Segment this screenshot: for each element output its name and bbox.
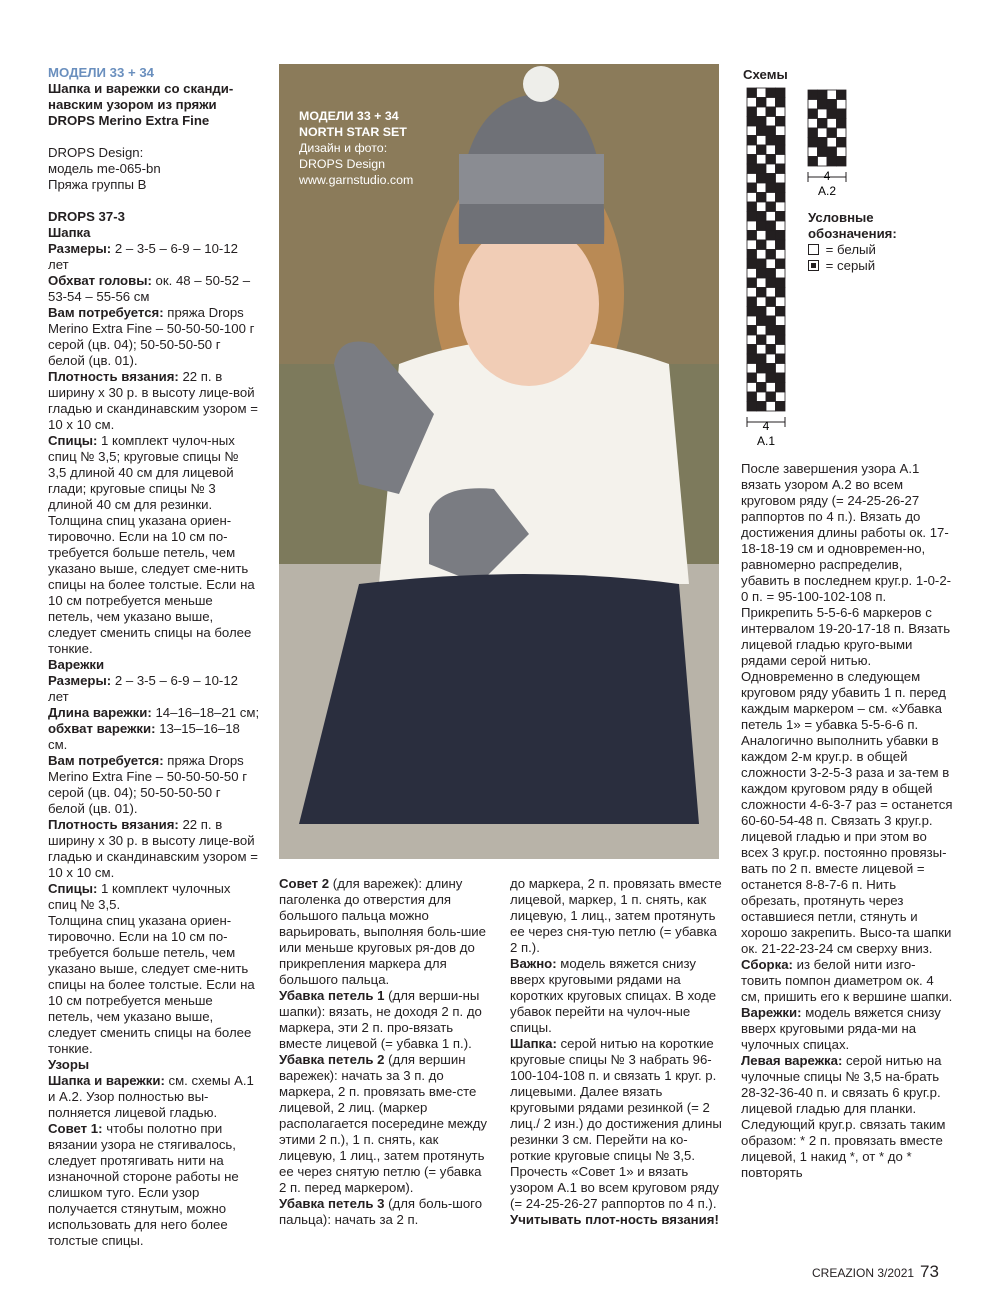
chart-cell [766,278,776,288]
chart-cell [837,138,847,148]
face [459,222,599,386]
chart-cell [747,98,757,108]
chart-cell [747,107,757,117]
chart-cell [827,100,837,110]
chart-cell [818,147,828,157]
caption-line: Дизайн и фото: [299,141,388,155]
chart-cell [776,373,786,383]
chart-cell [776,212,786,222]
article-title: Шапка и варежки со сканди-навским узором из пряжи DROPS Merino Extra Fine [48,81,234,128]
page-footer [812,1262,939,1282]
chart-cell [818,128,828,138]
chart-cell [766,202,776,212]
chart-cell [776,392,786,402]
chart-cell [776,193,786,203]
chart-cell [747,278,757,288]
chart-cell [827,138,837,148]
chart-cell [766,98,776,108]
chart-cell [776,402,786,412]
chart-cell [757,212,767,222]
chart-cell [747,288,757,298]
chart-cell [757,126,767,136]
chart-cell [818,100,828,110]
chart-cell [766,345,776,355]
chart-cell [776,354,786,364]
page-number: 73 [920,1262,939,1281]
chart-cell [747,231,757,241]
chart-cell [757,326,767,336]
chart-cell [766,117,776,127]
chart-cell [747,250,757,260]
mitten-length: Длина варежки: 14–16–18–21 см; обхват варежки: 13–15–16–18 см. [48,705,260,752]
chart-cell [747,297,757,307]
chart-a2-label: A.2 [817,184,837,198]
chart-cell [757,269,767,279]
decrease-2: Убавка петель 2 (для вершин варежек): начать за 3 п. до маркера, 2 п. провязать вме-сте лицевой, 2 лиц. (маркер располагается посередине между этими 2 п.), 1 п. снять, как лицевую, 1 лиц., затем протянуть ее через снятую петлю (= убавка 2 п. перед маркером). [279,1052,488,1195]
chart-cell [766,383,776,393]
mitten-density: Плотность вязания: 22 п. в ширину x 30 р. в высоту лице-вой гладью и скандинавским узором = 10 x 10 см. [48,817,258,880]
caption-line: NORTH STAR SET [299,125,407,139]
caption-line: МОДЕЛИ 33 + 34 [299,109,399,123]
column-1 [48,65,260,1249]
mitten-needles: Спицы: 1 комплект чулочных спиц № 3,5. [48,881,231,912]
chart-cell [776,335,786,345]
design-line: Пряжа группы B [48,177,147,192]
chart-cell [766,364,776,374]
charts-title: Схемы [743,67,788,82]
chart-cell [776,126,786,136]
chart-cell [766,307,776,317]
chart-cell [776,98,786,108]
chart-cell [818,138,828,148]
chart-cell [747,164,757,174]
column-3 [510,876,722,1228]
chart-cell [757,231,767,241]
assembly: Сборка: из белой нити изго-товить помпон диаметром ок. 4 см, пришить его к вершине шапки. [741,957,953,1004]
chart-cell [808,138,818,148]
chart-cell [747,136,757,146]
chart-a2-grid [808,90,846,166]
chart-cell [747,345,757,355]
chart-cell [837,119,847,129]
legend-title: Условные обозначения: [808,210,897,241]
tip-1: Совет 1: чтобы полотно при вязании узора не стягивалось, следует протягивать нити на изнаночной стороне работы не слишком туго. Если узор получается стянутым, можно использовать для него более толстые спицы. [48,1121,239,1248]
chart-cell [808,147,818,157]
chart-cell [747,307,757,317]
chart-cell [818,90,828,100]
decrease-3: Убавка петель 3 (для боль-шого пальца): начать за 2 п. [279,1196,483,1227]
chart-cell [776,250,786,260]
magazine-issue: CREAZION 3/2021 [812,1266,915,1280]
chart-cell [747,335,757,345]
chart-cell [808,119,818,129]
chart-cell [766,221,776,231]
column-2 [279,876,491,1228]
mitten-sizes: Размеры: 2 – 3-5 – 6-9 – 10-12 лет [48,673,238,704]
chart-a1-label: A.1 [756,434,776,448]
chart-cell [818,157,828,167]
column-4 [741,461,953,1181]
chart-cell [757,373,767,383]
chart-cell [766,212,776,222]
chart-cell [827,147,837,157]
chart-cell [776,174,786,184]
chart-cell [757,364,767,374]
chart-cell [747,269,757,279]
chart-cell [837,147,847,157]
chart-cell [747,373,757,383]
chart-cell [776,259,786,269]
chart-cell [837,100,847,110]
legend-white: = белый [808,242,918,258]
decrease-3-continued: до маркера, 2 п. провязать вместе лицевой, маркер, 1 п. снять, как лицевую, 1 лиц., затем протянуть ее через сня-тую петлю (= убавка 2 п.). [510,876,722,955]
chart-cell [766,326,776,336]
mittens-section-title: Варежки [48,657,105,672]
chart-cell [776,383,786,393]
chart-cell [818,119,828,129]
chart-cell [747,383,757,393]
chart-cell [757,202,767,212]
legend-grey: = серый [808,258,918,274]
needles-note: Толщина спиц указана ориен-тировочно. Если на 10 см по-требуется больше петель, чем указано выше, следует сме-нить спицы на более толстые. Если на 10 см потребуется меньше петель, чем указано выше, следует сменить спицы на более тонкие. [48,513,255,656]
hat-needles: Спицы: 1 комплект чулоч-ных спиц № 3,5; круговые спицы № 3,5 длиной 40 см для лицевой глади; круговые спицы № 3 длиной 40 см для резинки. [48,433,239,512]
chart-cell [776,183,786,193]
chart-cell [747,240,757,250]
chart-cell [776,269,786,279]
chart-cell [766,88,776,98]
tip-2: Совет 2 (для варежек): длину паголенка до отверстия для большого пальца можно варьировать, выполняя боль-шие или меньше круговых ря-дов до прикрепления маркера для большого пальца. [279,876,487,987]
left-mitten: Левая варежка: серой нитью на чулочные спицы № 3,5 на-брать 28-32-36-40 п. и связать 6 круг.р. лицевой гладью для планки. [741,1053,942,1116]
chart-cell [757,288,767,298]
chart-cell [827,109,837,119]
mitten-materials: Вам потребуется: пряжа Drops Merino Extra Fine – 50-50-50-50 г серой (цв. 04); 50-50-50-50 г белой (цв. 01). [48,753,248,816]
hat-section-title: Шапка [48,225,91,240]
chart-cell [776,278,786,288]
caption-line: DROPS Design [299,157,386,171]
chart-cell [757,345,767,355]
chart-cell [757,88,767,98]
chart-cell [747,88,757,98]
chart-cell [818,109,828,119]
chart-cell [776,164,786,174]
chart-cell [827,90,837,100]
chart-cell [757,221,767,231]
chart-cell [747,212,757,222]
hat-pattern [459,154,604,204]
chart-cell [827,157,837,167]
chart-cell [766,126,776,136]
chart-cell [757,174,767,184]
pompom [523,66,559,102]
chart-cell [766,193,776,203]
chart-cell [827,128,837,138]
chart-a1-grid [747,88,785,411]
chart-cell [757,307,767,317]
chart-cell [747,392,757,402]
chart-cell [747,326,757,336]
hat-sizes: Размеры: 2 – 3-5 – 6-9 – 10-12 лет [48,241,238,272]
chart-cell [747,364,757,374]
chart-cell [757,136,767,146]
chart-cell [766,136,776,146]
chart-cell [747,126,757,136]
hat-instructions: Шапка: серой нитью на короткие круговые спицы № 3 набрать 96-100-104-108 п. и связать 1 круг. р. лицевыми. Далее вязать круговыми рядами резинкой (= 2 лиц./ 2 изн.) до достижения длины резинки 3 см. Перейти на ко-роткие круговые спицы № 3,5. Прочесть «Совет 1» и вязать узором A.1 во всем круговом ряду (= 24-25-26-27 раппортов по 4 п.). Учитывать плот-ность вязания! [510,1036,722,1227]
caption-line: www.garnstudio.com [299,173,414,187]
drops-code: DROPS 37-3 [48,209,125,224]
chart-cell [757,297,767,307]
mittens-intro: Варежки: модель вяжется снизу вверх круговыми ряда-ми на чулочных спицах. [741,1005,941,1052]
patterns-title: Узоры [48,1057,90,1072]
chart-cell [808,157,818,167]
grey-swatch-icon [808,260,819,271]
chart-cell [776,326,786,336]
chart-cell [747,117,757,127]
chart-cell [757,193,767,203]
chart-cell [766,402,776,412]
chart-cell [766,164,776,174]
chart-cell [747,183,757,193]
chart-cell [766,240,776,250]
photo-caption [299,108,413,188]
chart-cell [766,259,776,269]
chart-cell [776,345,786,355]
chart-cell [757,392,767,402]
skirt [299,574,699,824]
chart-cell [776,297,786,307]
white-swatch-icon [808,244,819,255]
chart-cell [757,402,767,412]
chart-cell [747,316,757,326]
chart-cell [827,119,837,129]
chart-cell [837,128,847,138]
chart-cell [776,364,786,374]
chart-cell [776,202,786,212]
chart-cell [766,373,776,383]
chart-cell [808,109,818,119]
chart-cell [776,307,786,317]
chart-cell [757,164,767,174]
chart-cell [766,335,776,345]
chart-cell [837,157,847,167]
chart-cell [757,98,767,108]
chart-cell [747,221,757,231]
chart-cell [766,174,776,184]
chart-cell [757,107,767,117]
chart-cell [757,383,767,393]
chart-cell [747,174,757,184]
chart-cell [757,278,767,288]
chart-cell [776,221,786,231]
chart-cell [808,128,818,138]
chart-cell [766,392,776,402]
chart-cell [757,316,767,326]
chart-cell [776,316,786,326]
needles-note-2: Толщина спиц указана ориен-тировочно. Если на 10 см по-требуется больше петель, чем указано выше, следует сме-нить спицы на более толстые. Если на 10 см потребуется меньше петель, чем указано выше, следует сменить спицы на более тонкие. [48,913,255,1056]
chart-cell [766,231,776,241]
design-line: DROPS Design: [48,145,144,160]
chart-cell [766,269,776,279]
chart-cell [757,335,767,345]
chart-cell [747,202,757,212]
design-line: модель me-065-bn [48,161,161,176]
chart-cell [837,90,847,100]
important-note: Важно: модель вяжется снизу вверх круговыми рядами на коротких круговых спицах. В ходе убавок перейти на чулоч-ные спицы. [510,956,717,1035]
chart-cell [776,107,786,117]
chart-cell [776,231,786,241]
chart-cell [776,288,786,298]
chart-legend [808,210,918,274]
chart-cell [776,155,786,165]
chart-cell [757,250,767,260]
chart-cell [766,155,776,165]
chart-cell [757,155,767,165]
models-heading: МОДЕЛИ 33 + 34 [48,65,155,80]
chart-cell [837,109,847,119]
hat-materials: Вам потребуется: пряжа Drops Merino Extra Fine – 50-50-50-100 г серой (цв. 04); 50-50-50-50 г белой (цв. 01). [48,305,255,368]
head-circumference: Обхват головы: ок. 48 – 50-52 – 53-54 – 55-56 см [48,273,251,304]
decrease-1: Убавка петель 1 (для верши-ны шапки): вязать, не доходя 2 п. до маркера, эти 2 п. про-вязать вместе лицевой (= убавка 1 п.). [279,988,482,1051]
chart-cell [808,100,818,110]
hat-continued: После завершения узора A.1 вязать узором A.2 во всем круговом ряду (= 24-25-26-27 раппортов по 4 п.). Вязать до достижения длины работы ок. 17-18-18-19 см и одновремен-но, равномерно распределив, убавить в последнем круг.р. 1-0-2-0 п. = 95-100-102-108 п. Прикрепить 5-5-6-6 маркеров с интервалом 19-20-17-18 п. Вязать лицевой гладью круго-выми рядами серой нитью. Одновременно в следующем круговом ряду убавить 1 п. перед каждым маркером – см. «Убавка петель 1» = убавка 5-5-6-6 п. Аналогично выполнить убавки в каждом 2-м круг.р. в общей сложности 3-2-5-3 раза и за-тем в каждом круговом ряду в общей сложности 4-6-3-7 раз = останется 60-60-54-48 п. Связать 3 круг.р. лицевой гладью и при этом во всех 3 круг.р. постоянно провязы-вать по 2 п. вместе лицевой = останется 8-8-7-6 п. Нить обрезать, протянуть через оставшиеся петли, стянуть и хорошо закрепить. Высо-та шапки ок. 21-22-23-24 см сверху вниз. [741,461,953,956]
chart-cell [757,183,767,193]
patterns-text: Шапка и варежки: см. схемы A.1 и A.2. Узор полностью вы-полняется лицевой гладью. [48,1073,254,1120]
chart-cell [776,240,786,250]
photo-child-hat-mittens [279,64,719,859]
chart-cell [757,240,767,250]
chart-cell [757,354,767,364]
chart-a1-width: 4 [762,419,770,433]
chart-cell [766,183,776,193]
chart-cell [766,297,776,307]
chart-cell [766,288,776,298]
chart-cell [776,145,786,155]
chart-cell [747,155,757,165]
chart-cell [747,354,757,364]
chart-cell [747,193,757,203]
chart-cell [776,88,786,98]
chart-cell [757,259,767,269]
chart-cell [747,259,757,269]
chart-cell [766,250,776,260]
chart-cell [776,117,786,127]
hat-density: Плотность вязания: 22 п. в ширину x 30 р. в высоту лице-вой гладью и скандинавским узором = 10 x 10 см. [48,369,258,432]
chart-cell [808,90,818,100]
chart-cell [757,117,767,127]
next-round: Следующий круг.р. связать таким образом: * 2 п. провязать вместе лицевой, 1 накид *, от * до * повторять [741,1117,946,1180]
chart-a2-width: 4 [823,169,831,183]
chart-cell [766,316,776,326]
chart-cell [766,145,776,155]
chart-cell [766,354,776,364]
chart-cell [747,145,757,155]
chart-cell [747,402,757,412]
chart-cell [776,136,786,146]
chart-cell [757,145,767,155]
chart-cell [766,107,776,117]
